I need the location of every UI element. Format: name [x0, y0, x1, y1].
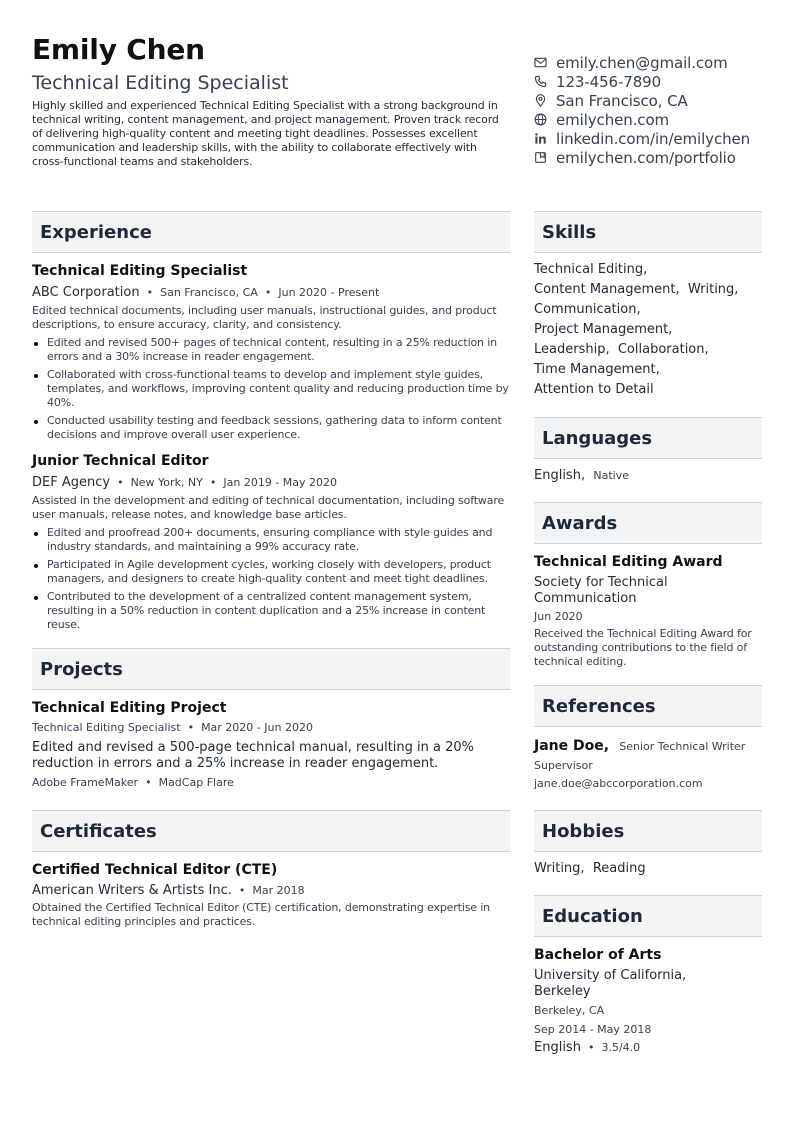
languages-section-header [534, 417, 762, 459]
resume-header [32, 34, 502, 169]
experience-heading: Experience [40, 221, 152, 243]
globe-icon [534, 113, 556, 127]
job-bullet: Contributed to the development of a centralized content management system, resulting in a 50% reduction in content duplication and a 25% increase in content reuse. [32, 590, 510, 632]
education-field-line: English • 3.5/4.0 [534, 1040, 641, 1055]
project-role: Technical Editing Specialist [32, 721, 181, 734]
location-pin-icon [534, 94, 556, 108]
right-column [534, 211, 762, 1057]
project-tool: Adobe FrameMaker [32, 776, 139, 789]
projects-section-header [32, 648, 510, 690]
certificate-issuer: American Writers & Artists Inc. [32, 883, 232, 898]
award-date: Jun 2020 [534, 610, 583, 623]
skill-item: Leadership, [534, 342, 610, 357]
contact-info [534, 53, 784, 167]
job-location: San Francisco, CA [160, 286, 258, 299]
job-bullet: Collaborated with cross-functional teams to develop and implement style guides, templates, and workflows, improving content quality and reducing production time by 40%. [32, 368, 510, 410]
project-entry [32, 699, 510, 792]
contact-location [534, 91, 784, 110]
education-gpa: 3.5/4.0 [601, 1041, 641, 1054]
experience-section-header [32, 211, 510, 253]
experience-entry [32, 452, 510, 632]
contact-linkedin[interactable] [534, 129, 784, 148]
education-field: English [534, 1040, 581, 1055]
mail-icon [534, 56, 556, 70]
skills-list [534, 260, 762, 400]
company-name: DEF Agency [32, 475, 111, 490]
linkedin-text: linkedin.com/in/emilychen [556, 129, 751, 148]
reference-email[interactable]: jane.doe@abccorporation.com [534, 777, 703, 790]
certificate-title: Certified Technical Editor (CTE) [32, 862, 278, 878]
portfolio-text: emilychen.com/portfolio [556, 148, 736, 167]
job-bullet: Edited and proofread 200+ documents, ensuring compliance with style guides and industry standards, and maintaining a 99% accuracy rate. [32, 526, 510, 554]
education-entry [534, 946, 762, 1057]
school-name: University of California, Berkeley [534, 968, 687, 999]
certificates-section-header [32, 810, 510, 852]
portfolio-icon [534, 151, 556, 165]
award-description: Received the Technical Editing Award for outstanding contributions to the field of technical editing. [534, 627, 752, 668]
award-issuer: Society for Technical Communication [534, 575, 668, 606]
school-location: Berkeley, CA [534, 1004, 605, 1017]
job-bullet: Conducted usability testing and feedback sessions, gathering data to inform content decisions and improve overall user experience. [32, 414, 510, 442]
award-entry [534, 553, 762, 669]
certificate-entry [32, 861, 510, 929]
job-dates: Jan 2019 - May 2020 [223, 476, 338, 489]
languages-heading: Languages [542, 427, 653, 449]
profile-summary: Highly skilled and experienced Technical Editing Specialist with a strong background in technical writing, content management, and project management. Proven track record of delivering high-quality content and meeting tight deadlines. Possesses excellent communication and leadership skills, with the ability to collaborate effectively with cross-functional teams and stakeholders. [32, 99, 499, 168]
reference-relation: Supervisor [534, 759, 593, 772]
hobby-item: Reading [592, 861, 646, 876]
linkedin-icon [534, 132, 556, 146]
experience-entry [32, 262, 510, 442]
contact-website[interactable] [534, 110, 784, 129]
email-text: emily.chen@gmail.com [556, 53, 728, 72]
skill-item: Attention to Detail [534, 382, 654, 397]
language-entry [534, 466, 762, 486]
left-column [32, 211, 510, 929]
website-text: emilychen.com [556, 110, 670, 129]
skills-heading: Skills [542, 221, 597, 243]
reference-name: Jane Doe, [534, 738, 610, 754]
job-title: Junior Technical Editor [32, 453, 209, 469]
skill-item: Communication, [534, 302, 641, 317]
job-summary: Assisted in the development and editing of technical documentation, including software user manuals, release notes, and knowledge base articles. [32, 494, 505, 521]
phone-icon [534, 75, 556, 89]
skill-item: Writing, [687, 282, 739, 297]
education-heading: Education [542, 905, 643, 927]
language-level: Native [593, 469, 629, 482]
candidate-name: Emily Chen [32, 33, 205, 66]
language-name: English, [534, 468, 586, 483]
contact-phone[interactable] [534, 72, 784, 91]
candidate-title: Technical Editing Specialist [32, 72, 289, 94]
skill-item: Collaboration, [617, 342, 709, 357]
project-tools: Adobe FrameMaker • MadCap Flare [32, 776, 234, 789]
project-description: Edited and revised a 500-page technical manual, resulting in a 20% reduction in errors and a 25% increase in reader engagement. [32, 740, 474, 771]
certificates-heading: Certificates [40, 820, 157, 842]
degree: Bachelor of Arts [534, 947, 662, 963]
skill-item: Project Management, [534, 322, 673, 337]
job-title: Technical Editing Specialist [32, 263, 248, 279]
location-text: San Francisco, CA [556, 91, 688, 110]
project-title: Technical Editing Project [32, 700, 227, 716]
contact-portfolio[interactable] [534, 148, 784, 167]
skill-item: Time Management, [534, 362, 660, 377]
job-bullets [32, 526, 510, 632]
job-bullet: Edited and revised 500+ pages of technical content, resulting in a 25% reduction in errors and a 30% increase in reader engagement. [32, 336, 510, 364]
hobbies-section-header [534, 810, 762, 852]
skill-item: Content Management, [534, 282, 680, 297]
hobbies-list [534, 859, 762, 879]
education-dates: Sep 2014 - May 2018 [534, 1023, 652, 1036]
job-bullet: Participated in Agile development cycles, working closely with developers, product managers, and designers to create high-quality content and meet tight deadlines. [32, 558, 510, 586]
hobby-item: Writing, [534, 861, 585, 876]
awards-section-header [534, 502, 762, 544]
award-title: Technical Editing Award [534, 554, 723, 570]
job-dates: Jun 2020 - Present [278, 286, 380, 299]
job-location: New York, NY [130, 476, 203, 489]
certificate-meta: American Writers & Artists Inc. • Mar 2018 [32, 883, 305, 898]
awards-heading: Awards [542, 512, 618, 534]
project-dates: Mar 2020 - Jun 2020 [201, 721, 313, 734]
certificate-date: Mar 2018 [252, 884, 305, 897]
education-section-header [534, 895, 762, 937]
job-summary: Edited technical documents, including user manuals, instructional guides, and product descriptions, to ensure accuracy, clarity, and consistency. [32, 304, 497, 331]
certificate-description: Obtained the Certified Technical Editor (CTE) certification, demonstrating expertise in technical editing principles and practices. [32, 901, 491, 928]
project-tool: MadCap Flare [158, 776, 234, 789]
projects-heading: Projects [40, 658, 123, 680]
company-name: ABC Corporation [32, 285, 140, 300]
job-meta: DEF Agency • New York, NY • Jan 2019 - May 2020 [32, 475, 338, 490]
phone-text: 123-456-7890 [556, 72, 662, 91]
project-meta: Technical Editing Specialist • Mar 2020 - Jun 2020 [32, 721, 313, 734]
job-bullets [32, 336, 510, 442]
skills-section-header [534, 211, 762, 253]
contact-email[interactable] [534, 53, 784, 72]
job-meta: ABC Corporation • San Francisco, CA • Jun 2020 - Present [32, 285, 380, 300]
references-section-header [534, 685, 762, 727]
hobbies-heading: Hobbies [542, 820, 625, 842]
skill-item: Technical Editing, [534, 262, 648, 277]
reference-position: Senior Technical Writer [619, 740, 746, 753]
reference-entry [534, 735, 762, 793]
references-heading: References [542, 695, 656, 717]
